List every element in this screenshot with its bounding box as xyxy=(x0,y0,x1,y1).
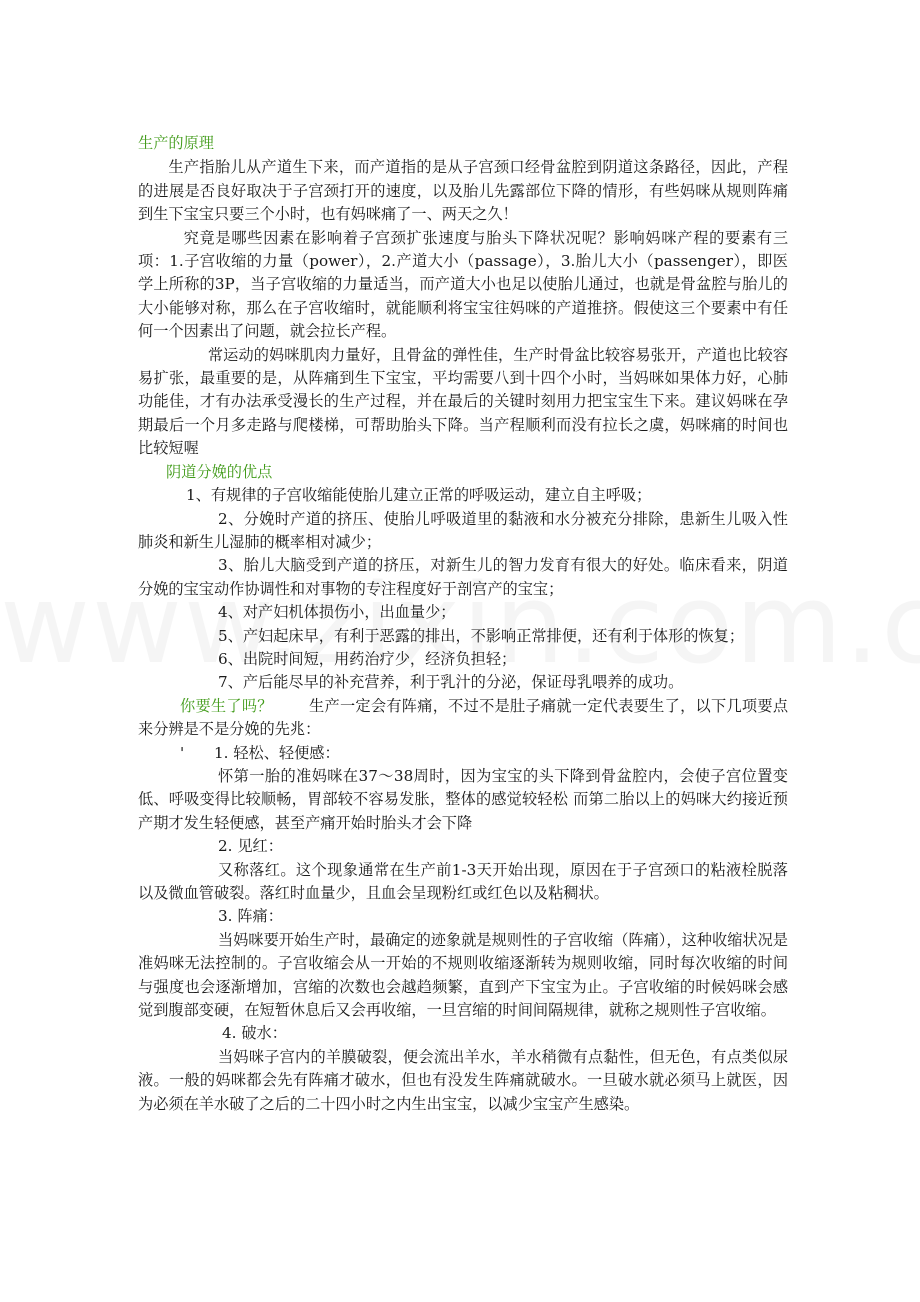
advantage-item-6: 6、出院时间短，用药治疗少，经济负担轻； xyxy=(218,649,517,668)
advantage-item-4: 4、对产妇机体损伤小，出血量少； xyxy=(218,603,456,622)
paragraph-2: 究竟是哪些因素在影响着子宫颈扩张速度与胎头下降状况呢？影响妈咪产程的要素有三项：1.子宫收缩的力量（power），2.产道大小（passage），3.胎儿大小（passenger），即医学上所称的3P，当子宫收缩的力量适当，而产道大小也足以使胎儿通过，也就是骨盆腔与胎儿的大小能够对称，那么在子宫收缩时，就能顺利将宝宝往妈咪的产道推挤。假使这三个要素中有任何一个因素出了问题，就会拉长产程。 xyxy=(138,228,788,341)
advantage-item-1: 1、有规律的子宫收缩能使胎儿建立正常的呼吸运动，建立自主呼吸； xyxy=(186,486,652,505)
labor-intro-text: 生产一定会有阵痛，不过不是肚子痛就一定代表要生了，以下几项要点来分辨是不是分娩的先兆： xyxy=(138,696,789,739)
sign-3-body: 当妈咪要开始生产时，最确定的迹象就是规则性的子宫收缩（阵痛），这种收缩状况是准妈咪无法控制的。子宫收缩会从一开始的不规则收缩逐渐转为规则收缩，同时每次收缩的时间与强度也会逐渐增加，宫缩的次数也会越趋频繁，直到产下宝宝为止。子宫收缩的时候妈咪会感觉到腹部变硬，在短暂休息后又会再收缩，一旦宫缩的时间间隔规律，就称之规则性子宫收缩。 xyxy=(138,930,788,1020)
sign-4-body: 当妈咪子宫内的羊膜破裂，便会流出羊水，羊水稍微有点黏性，但无色，有点类似尿液。一般的妈咪都会先有阵痛才破水，但也有没发生阵痛就破水。一旦破水就必须马上就医，因为必须在羊水破了之后的二十四小时之内生出宝宝，以减少宝宝产生感染。 xyxy=(138,1047,788,1113)
document-body xyxy=(138,132,788,1116)
sign-2-heading: 2. 见红： xyxy=(218,837,283,856)
sign-4-heading: 4. 破水： xyxy=(222,1024,287,1043)
paragraph-1: 生产指胎儿从产道生下来，而产道指的是从子宫颈口经骨盆腔到阴道这条路径，因此，产程的进展是否良好取决于子宫颈打开的速度，以及胎儿先露部位下降的情形，有些妈咪从规则阵痛到生下宝宝只要三个小时，也有妈咪痛了一、两天之久！ xyxy=(138,158,788,224)
tick-mark: ' xyxy=(180,743,185,762)
paragraph-3: 常运动的妈咪肌肉力量好，且骨盆的弹性佳，生产时骨盆比较容易张开，产道也比较容易扩张，最重要的是，从阵痛到生下宝宝，平均需要八到十四个小时，当妈咪如果体力好，心肺功能佳，才有办法承受漫长的生产过程，并在最后的关键时刻用力把宝宝生下来。建议妈咪在孕期最后一个月多走路与爬楼梯，可帮助胎头下降。当产程顺利而没有拉长之虞，妈咪痛的时间也比较短喔 xyxy=(138,345,788,458)
advantage-item-5: 5、产妇起床早，有利于恶露的排出，不影响正常排便，还有利于体形的恢复； xyxy=(218,626,745,645)
advantage-item-3: 3、胎儿大脑受到产道的挤压，对新生儿的智力发育有很大的好处。临床看来，阴道分娩的宝宝动作协调性和对事物的专注程度好于剖宫产的宝宝； xyxy=(138,556,788,598)
section-title-labor: 你要生了吗？ xyxy=(180,696,273,715)
section-title-principle: 生产的原理 xyxy=(138,134,214,152)
sign-1-heading: ' 1. 轻松、轻便感： xyxy=(138,742,788,765)
section-title-advantages: 阴道分娩的优点 xyxy=(166,462,273,481)
advantage-item-2: 2、分娩时产道的挤压、使胎儿呼吸道里的黏液和水分被充分排除，患新生儿吸入性肺炎和新生儿湿肺的概率相对减少； xyxy=(138,509,788,551)
sign-3-heading: 3. 阵痛： xyxy=(218,907,283,926)
advantage-item-7: 7、产后能尽早的补充营养，利于乳汁的分泌，保证母乳喂养的成功。 xyxy=(218,673,684,692)
sign-2-body: 又称落红。这个现象通常在生产前1-3天开始出现，原因在于子宫颈口的粘液栓脱落以及微血管破裂。落红时血量少，且血会呈现粉红或红色以及粘稠状。 xyxy=(138,860,788,902)
sign-1-body: 怀第一胎的准妈咪在37～38周时，因为宝宝的头下降到骨盆腔内，会使子宫位置变低、呼吸变得比较顺畅，胃部较不容易发胀，整体的感觉较轻松 而第二胎以上的妈咪大约接近预产期才发生轻便感，甚至产痛开始时胎头才会下降 xyxy=(138,766,788,832)
labor-intro xyxy=(138,695,788,742)
